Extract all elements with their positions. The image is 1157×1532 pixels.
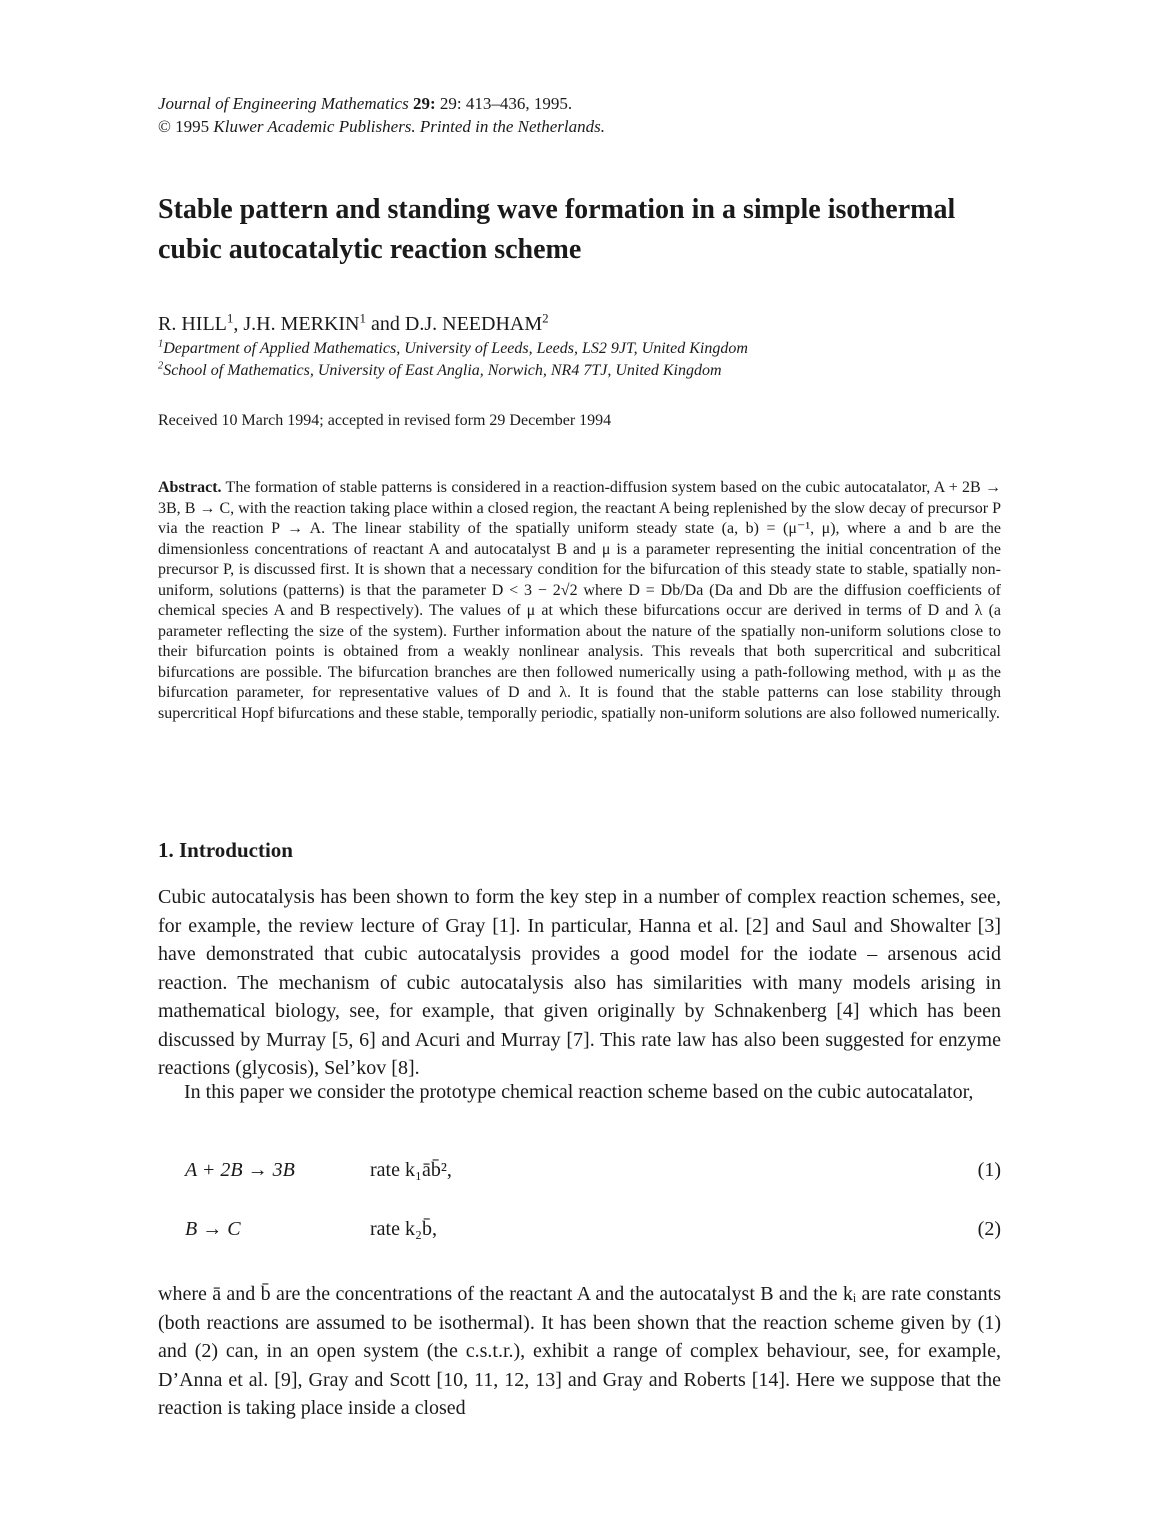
equation-2-rate: rate k₂b̄, bbox=[370, 1218, 437, 1240]
received-dates: Received 10 March 1994; accepted in revised form 29 December 1994 bbox=[158, 412, 612, 429]
equation-2-number: (2) bbox=[977, 1218, 1001, 1240]
affiliation-2: $^2$School of Mathematics, University of East Anglia, Norwich, NR4 7TJ, United Kingdom bbox=[158, 360, 722, 379]
intro-paragraph-3: where ā and b̄ are the concentrations of the reactant A and the autocatalyst B and the kᵢ are rate constants (both reactions are assumed to be isothermal). It has been shown that the reaction scheme given by (1) and (2) can, in an open system (the c.s.t.r.), exhibit a range of complex behaviour, see, for example, D’Anna et al. [9], Gray and Scott [10, 11, 12, 13] and Gray and Roberts [14]. Here we suppose that the reaction is taking place inside a closed bbox=[158, 1283, 1001, 1419]
author-1: R. HILL bbox=[158, 313, 227, 335]
section-heading-introduction: 1. Introduction bbox=[158, 838, 293, 862]
copyright-year: 1995 bbox=[175, 117, 210, 136]
paper-title bbox=[158, 190, 1018, 270]
author-2: , J.H. MERKIN bbox=[233, 313, 360, 335]
equation-1-rate: rate k₁āb̄², bbox=[370, 1159, 452, 1181]
author-3-sup: 2 bbox=[542, 310, 549, 326]
copyright-line bbox=[158, 115, 605, 138]
journal-pages: 29: 413–436, 1995. bbox=[439, 94, 573, 113]
author-2-sup: 1 bbox=[359, 310, 367, 326]
equation-2 bbox=[185, 1218, 1001, 1248]
affiliations bbox=[158, 338, 748, 382]
abstract-text: The formation of stable patterns is considered in a reaction-diffusion system based on the cubic autocatalator, A + 2B → 3B, B → C, with the reaction taking place within a closed region, the reactant A being replenished by the slow decay of precursor P via the reaction P → A. The linear stability of the spatially uniform steady state (a, b) = (μ⁻¹, μ), where a and b are the dimensionless concentrations of reactant A and autocatalyst B and μ is a parameter representing the initial concentration of the precursor P, is discussed first. It is shown that a necessary condition for the bifurcation of this steady state to stable, spatially non-uniform, solutions (patterns) is that the parameter D < 3 − 2√2 where D = Db/Da (Da and Db are the diffusion coefficients of chemical species A and B respectively). The values of μ at which these bifurcations occur are derived in terms of D and λ (a parameter reflecting the size of the system). Further information about the nature of the spatially non-uniform solutions close to their bifurcation points is obtained from a weakly nonlinear analysis. This reveals that both supercritical and subcritical bifurcations are possible. The bifurcation branches are then followed numerically using a path-following method, with μ as the bifurcation parameter, for representative values of D and λ. It is found that the stable patterns can lose stability through supercritical Hopf bifurcations and these stable, temporally periodic, spatially non-uniform solutions are also followed numerically. bbox=[158, 479, 1002, 722]
equation-1-number: (1) bbox=[977, 1159, 1001, 1181]
author-list bbox=[158, 311, 549, 337]
publisher: Kluwer Academic Publishers. Printed in the Netherlands. bbox=[213, 117, 606, 136]
intro-paragraph-1: Cubic autocatalysis has been shown to form the key step in a number of complex reaction schemes, see, for example, the review lecture of Gray [1]. In particular, Hanna et al. [2] and Saul and Showalter [3] have demonstrated that cubic autocatalysis provides a good model for the iodate – arsenous acid reaction. The mechanism of cubic autocatalysis also has similarities with many models arising in mathematical biology, see, for example, that given originally by Schnakenberg [4] which has been discussed by Murray [5, 6] and Acuri and Murray [7]. This rate law has also been suggested for enzyme reactions (glycosis), Sel’kov [8]. bbox=[158, 886, 1001, 1079]
intro-paragraph-2: In this paper we consider the prototype chemical reaction scheme based on the cubic autocatalator, bbox=[184, 1081, 974, 1103]
abstract bbox=[158, 478, 1001, 724]
title-line-1: Stable pattern and standing wave formation in a simple isothermal bbox=[158, 194, 956, 225]
journal-header bbox=[158, 92, 605, 138]
copyright-symbol: © bbox=[158, 117, 171, 136]
equation-2-reaction: B → C bbox=[185, 1218, 241, 1240]
journal-citation bbox=[158, 92, 605, 115]
author-1-sup: 1 bbox=[226, 310, 234, 326]
journal-volume: 29: bbox=[412, 94, 436, 113]
journal-name: Journal of Engineering Mathematics bbox=[158, 94, 409, 113]
abstract-label: Abstract. bbox=[158, 479, 222, 496]
affiliation-1: $^1$Department of Applied Mathematics, University of Leeds, Leeds, LS2 9JT, United Kingdom bbox=[158, 338, 748, 357]
author-3: and D.J. NEEDHAM bbox=[366, 313, 543, 335]
equation-1-reaction: A + 2B → 3B bbox=[185, 1159, 295, 1181]
title-line-2: cubic autocatalytic reaction scheme bbox=[158, 234, 582, 265]
equation-1 bbox=[185, 1159, 1001, 1189]
